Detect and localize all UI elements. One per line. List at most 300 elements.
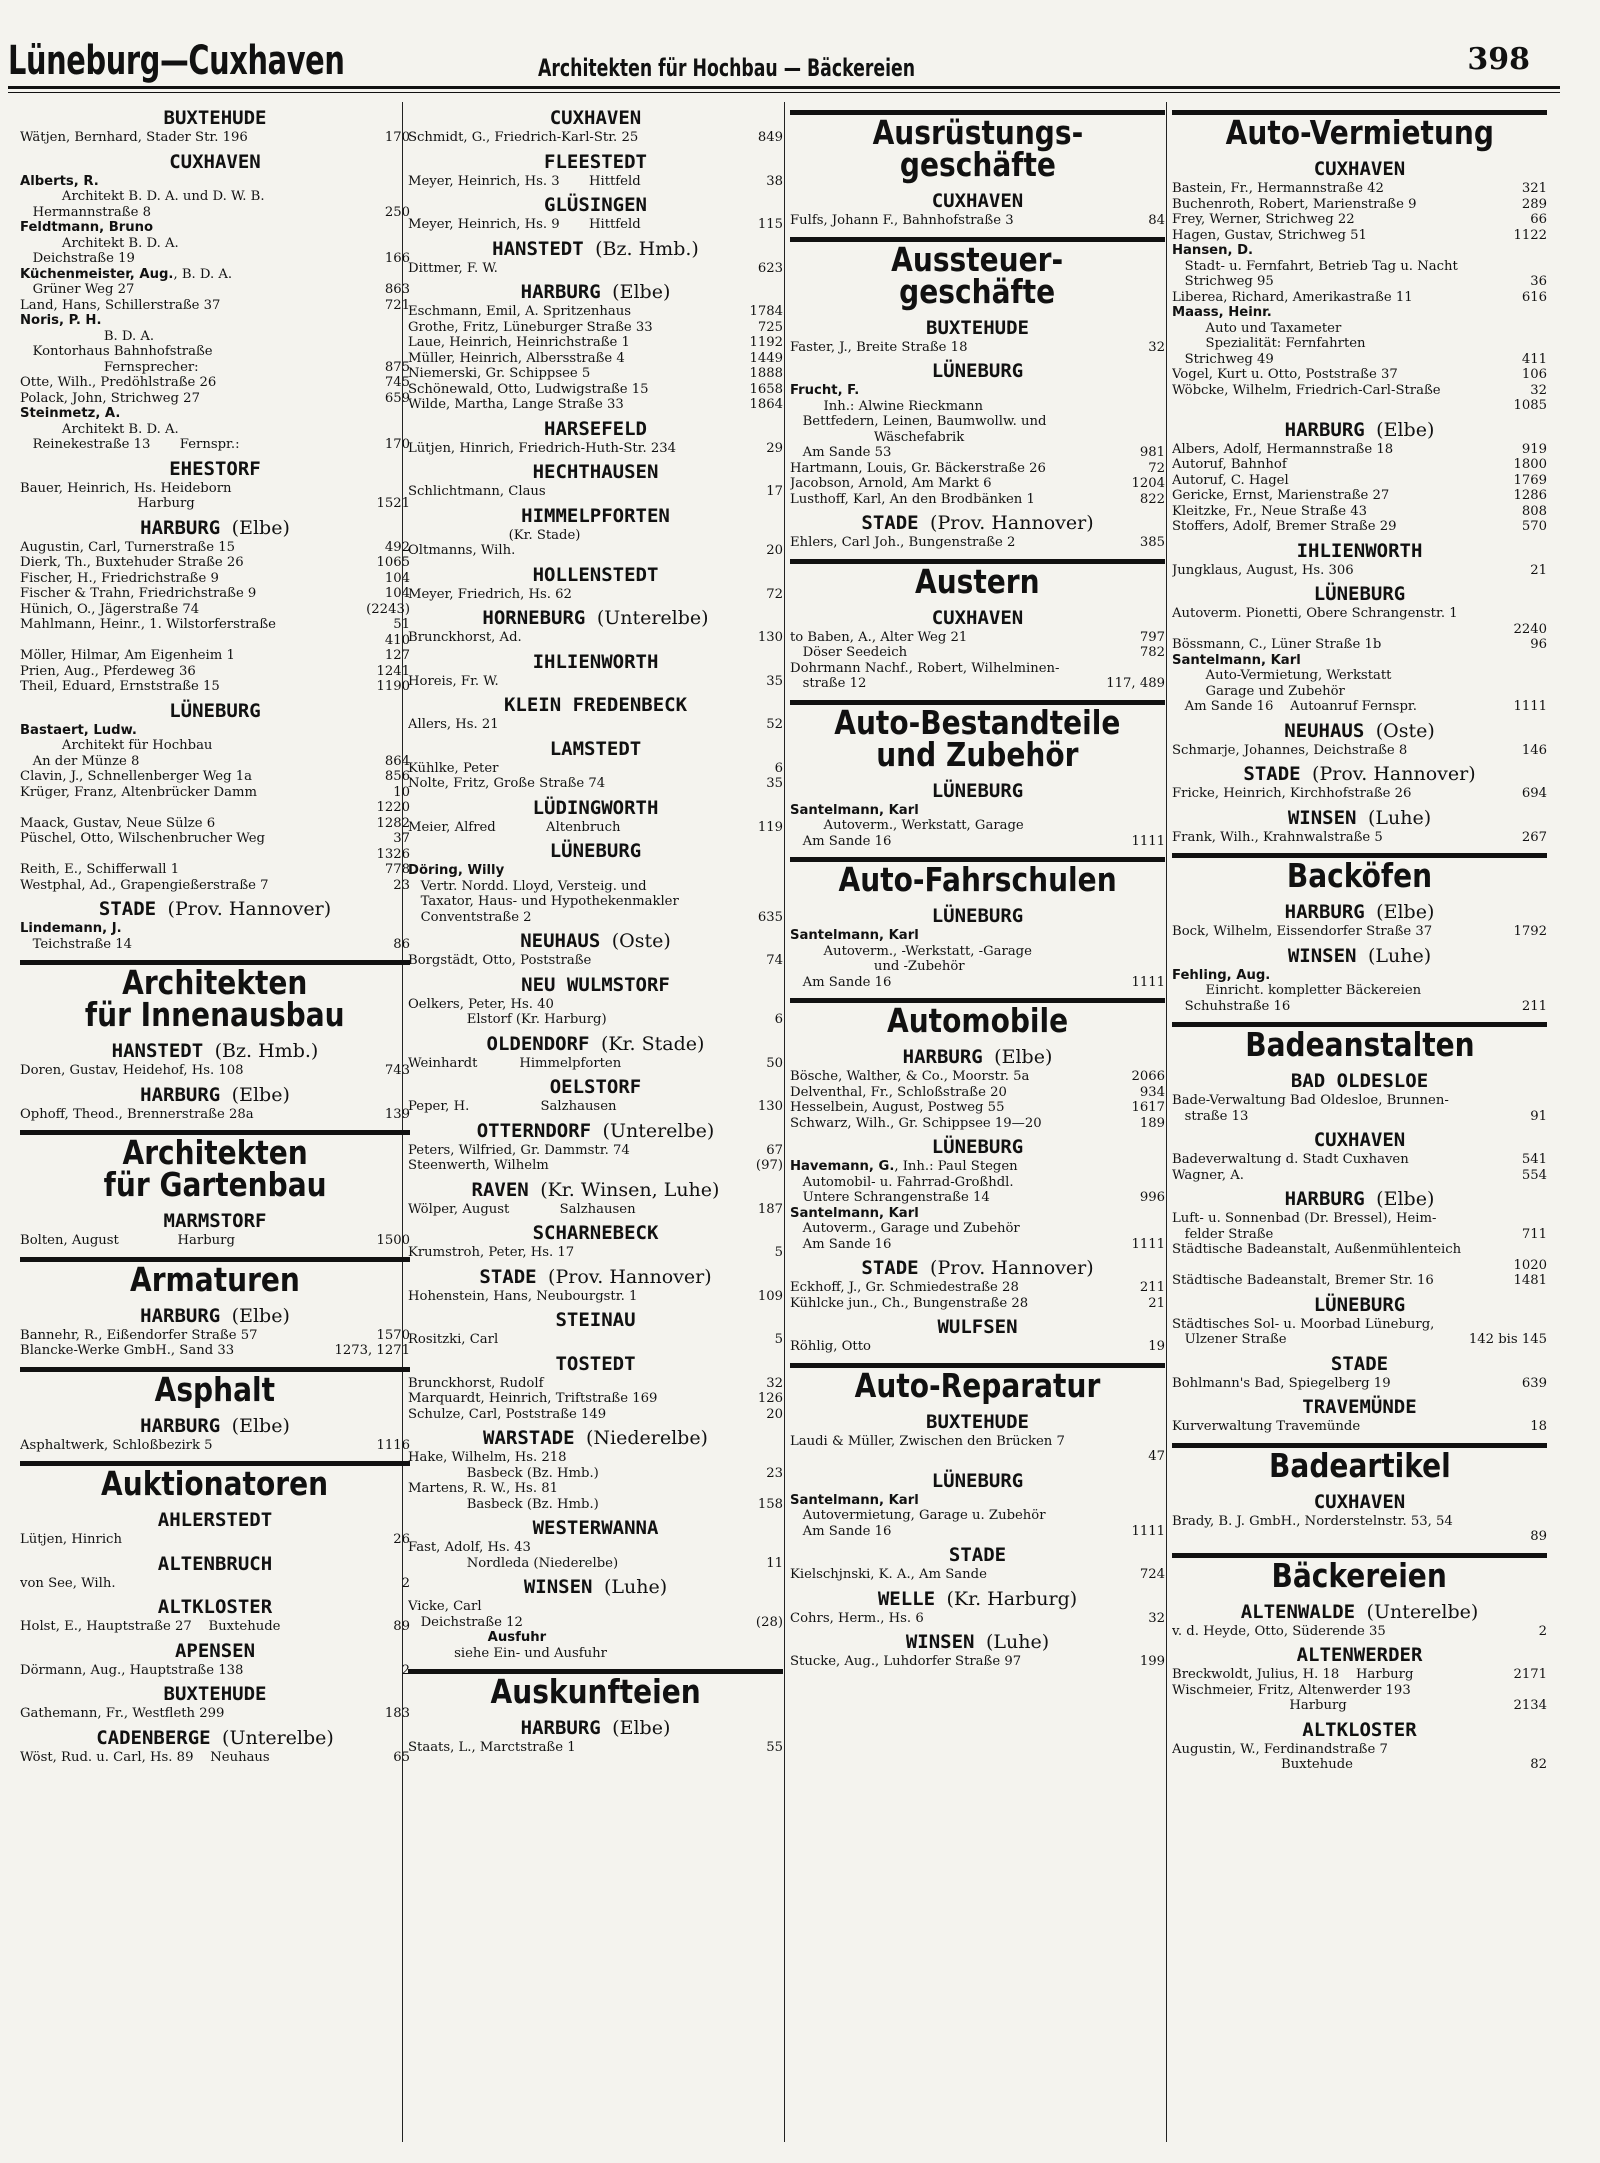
listing-text: Müller, Heinrich, Albersstraße 4 — [408, 350, 625, 366]
town-name: WINSEN — [523, 1576, 593, 1598]
listing-text: Inh.: Alwine Rieckmann — [790, 398, 983, 414]
listing-entry — [20, 754, 410, 770]
listing-text: Reith, E., Schifferwall 1 — [20, 862, 180, 877]
category-title — [85, 963, 345, 1034]
listing-text: Wilde, Martha, Lange Straße 33 — [408, 397, 624, 412]
town-heading — [790, 1588, 1165, 1610]
listing-text: Eschmann, Emil, A. Spritzenhaus — [408, 304, 632, 319]
phone-number: 2066 — [1131, 1069, 1165, 1084]
phone-number: 492 — [384, 539, 410, 555]
town-region: (Unterelbe) — [222, 1726, 334, 1749]
category-title — [915, 561, 1040, 601]
town-heading — [1172, 1644, 1547, 1666]
listing-text: Alberts, R. — [20, 173, 99, 189]
column-2 — [408, 102, 783, 2142]
listing-entry — [790, 445, 1165, 461]
town-heading — [1172, 583, 1547, 605]
listing-text: Bösche, Walther, & Co., Moorstr. 5a — [790, 1069, 1030, 1084]
listing-entry — [20, 391, 410, 407]
listing-text: Oelkers, Peter, Hs. 40 — [408, 996, 554, 1012]
listing-entry — [790, 492, 1165, 508]
listing-text: Harburg — [20, 496, 195, 511]
listing-text: Städtisches Sol- u. Moorbad Lüneburg, — [1172, 1316, 1435, 1332]
listing-text: Brunckhorst, Rudolf — [408, 1375, 544, 1391]
town-region: (Prov. Hannover) — [1312, 763, 1476, 785]
town-heading — [20, 458, 410, 480]
phone-number: 934 — [1139, 1084, 1165, 1100]
town-name: HANSTEDT — [111, 1040, 204, 1062]
listing-text: Allers, Hs. 21 — [408, 717, 499, 732]
listing-entry — [1172, 1742, 1547, 1758]
town-name: ALTKLOSTER — [157, 1596, 273, 1618]
phone-number: 117, 489 — [1106, 676, 1165, 691]
header-rule-thin — [8, 92, 1560, 93]
listing-entry — [1172, 1667, 1547, 1683]
phone-number: 1521 — [376, 496, 410, 511]
phone-number: 6 — [774, 760, 783, 776]
listing-entry — [20, 602, 410, 618]
listing-text: Nordleda (Niederelbe) — [408, 1555, 619, 1571]
phone-number: 1111 — [1131, 1523, 1165, 1539]
phone-number: 385 — [1139, 535, 1165, 550]
town-heading — [790, 905, 1165, 927]
listing-entry — [1172, 1168, 1547, 1184]
listing-entry — [1172, 212, 1547, 228]
listing-text: Fischer, H., Friedrichstraße 9 — [20, 570, 219, 586]
listing-text: Küchenmeister, Aug., B. D. A. — [20, 266, 233, 282]
listing-entry — [1172, 352, 1547, 368]
category-heading — [1172, 110, 1547, 153]
category-heading — [790, 998, 1165, 1041]
listing-text: Marquardt, Heinrich, Triftstraße 169 — [408, 1391, 658, 1406]
category-title-line: Badeanstalten — [1244, 1025, 1475, 1064]
phone-number: 1500 — [376, 1233, 410, 1248]
listing-text: to Baben, A., Alter Weg 21 — [790, 629, 968, 645]
phone-number: 267 — [1521, 829, 1547, 845]
phone-number: 189 — [1139, 1115, 1165, 1131]
town-region: (Prov. Hannover) — [930, 512, 1094, 534]
listing-entry — [790, 630, 1165, 646]
listing-entry — [408, 1245, 783, 1261]
town-name: OELSTORF — [549, 1076, 642, 1098]
listing-entry — [1172, 1152, 1547, 1168]
listing-text: Fischer & Trahn, Friedrichstraße 9 — [20, 586, 257, 601]
listing-entry — [1172, 1419, 1547, 1435]
town-heading — [1172, 807, 1547, 829]
listing-text: Conventstraße 2 — [408, 909, 532, 925]
listing-entry — [1172, 622, 1547, 638]
phone-number: 35 — [766, 673, 783, 689]
phone-number: 50 — [766, 1055, 783, 1071]
town-name: LÜNEBURG — [1313, 1293, 1406, 1316]
listing-text: Santelmann, Karl — [790, 928, 919, 943]
listing-text: Autoruf, C. Hagel — [1172, 472, 1289, 488]
town-heading — [408, 1120, 783, 1142]
listing-entry — [790, 213, 1165, 229]
listing-text: Frucht, F. — [790, 383, 860, 398]
listing-entry — [1172, 1332, 1547, 1348]
listing-text: Luft- u. Sonnenbad (Dr. Bressel), Heim- — [1172, 1211, 1437, 1226]
town-name: HARBURG — [1284, 901, 1365, 923]
listing-text: Architekt B. D. A. — [20, 421, 179, 437]
listing-text: Architekt B. D. A. — [20, 235, 179, 251]
town-name: HARBURG — [140, 516, 221, 539]
listing-entry — [790, 676, 1165, 692]
listing-text: Einricht. kompletter Bäckereien — [1172, 983, 1422, 998]
town-heading — [790, 607, 1165, 629]
phone-number: (28) — [755, 1614, 783, 1630]
category-title-line: Auto-Vermietung — [1225, 113, 1494, 152]
listing-entry — [1172, 653, 1547, 669]
listing-entry — [408, 1289, 783, 1305]
phone-number: 6 — [774, 1012, 783, 1027]
listing-text: Harburg — [1172, 1698, 1347, 1713]
listing-text: Ausfuhr — [487, 1630, 547, 1645]
category-title-line: Armaturen — [130, 1259, 300, 1299]
category-title-line: Auktionatoren — [101, 1464, 329, 1503]
phone-number: 321 — [1521, 181, 1547, 196]
phone-number: 1111 — [1513, 699, 1547, 714]
category-heading — [790, 857, 1165, 900]
listing-entry — [1172, 968, 1547, 984]
listing-text: Delventhal, Fr., Schloßstraße 20 — [790, 1084, 1007, 1100]
listing-text: Bock, Wilhelm, Eissendorfer Straße 37 — [1172, 924, 1433, 939]
town-heading — [1172, 901, 1547, 923]
town-heading — [20, 1727, 410, 1749]
phone-number: 782 — [1139, 645, 1165, 660]
phone-number: 1449 — [749, 350, 783, 366]
listing-text: Meier, Alfred Altenbruch — [408, 819, 621, 835]
town-heading — [790, 1257, 1165, 1279]
phone-number: 1769 — [1513, 472, 1547, 488]
town-heading — [790, 1470, 1165, 1492]
category-title — [154, 1369, 276, 1409]
town-region: (Unterelbe) — [602, 1119, 715, 1142]
listing-text: An der Münze 8 — [20, 753, 140, 769]
listing-entry — [1172, 563, 1547, 579]
listing-entry — [408, 543, 783, 559]
category-title — [1268, 1445, 1451, 1485]
listing-entry — [790, 1069, 1165, 1085]
listing-entry — [408, 587, 783, 603]
listing-entry — [790, 461, 1165, 477]
category-title — [103, 1133, 327, 1204]
town-heading — [790, 1411, 1165, 1433]
town-heading — [20, 1683, 410, 1705]
listing-text: Rositzki, Carl — [408, 1332, 499, 1347]
listing-text: Kühlke, Peter — [408, 760, 499, 776]
listing-entry — [20, 267, 410, 283]
town-name: RAVEN — [471, 1178, 529, 1201]
column-1 — [20, 102, 410, 2142]
listing-entry — [20, 555, 410, 571]
listing-text: Feldtmann, Bruno — [20, 220, 154, 235]
listing-text: Doren, Gustav, Heidehof, Hs. 108 — [20, 1063, 244, 1078]
listing-text: Dittmer, F. W. — [408, 260, 498, 276]
listing-text: Fricke, Heinrich, Kirchhofstraße 26 — [1172, 786, 1412, 801]
listing-entry — [408, 1630, 783, 1646]
phone-number: 5 — [774, 1332, 783, 1347]
phone-number: 1204 — [1131, 476, 1165, 491]
listing-entry — [1172, 743, 1547, 759]
listing-text: Lindemann, J. — [20, 921, 122, 936]
category-title — [101, 1464, 329, 1503]
town-region: (Elbe) — [231, 1414, 290, 1437]
town-region: (Elbe) — [231, 1083, 290, 1106]
listing-text: Bastein, Fr., Hermannstraße 42 — [1172, 181, 1384, 196]
listing-entry — [408, 1481, 783, 1497]
listing-entry — [408, 910, 783, 926]
listing-entry — [20, 1328, 410, 1344]
town-heading — [1172, 1601, 1547, 1623]
category-title — [1286, 856, 1433, 895]
town-heading — [408, 1222, 783, 1244]
listing-entry — [790, 661, 1165, 677]
phone-number: 724 — [1139, 1567, 1165, 1582]
listing-entry — [20, 586, 410, 602]
listing-text: Schlichtmann, Claus — [408, 484, 546, 499]
phone-number: 21 — [1148, 1295, 1165, 1311]
listing-entry — [20, 633, 410, 649]
category-heading — [790, 559, 1165, 602]
town-name: CUXHAVEN — [1313, 1490, 1406, 1513]
listing-text: Grothe, Fritz, Lüneburger Straße 33 — [408, 319, 653, 335]
phone-number: 1658 — [749, 381, 783, 397]
phone-number: 183 — [384, 1706, 410, 1721]
listing-entry — [790, 1296, 1165, 1312]
town-name: CUXHAVEN — [1313, 1129, 1406, 1151]
phone-number: 616 — [1521, 289, 1547, 305]
town-name: IHLIENWORTH — [1296, 539, 1423, 562]
listing-text: Asphaltwerk, Schloßbezirk 5 — [20, 1437, 213, 1453]
listing-text: Brady, B. J. GmbH., Norderstelnstr. 53, 54 — [1172, 1513, 1453, 1529]
town-heading — [408, 651, 783, 673]
listing-entry — [20, 738, 410, 754]
listing-text: Schulze, Carl, Poststraße 149 — [408, 1406, 607, 1422]
listing-entry — [20, 189, 410, 205]
listing-entry — [790, 1221, 1165, 1237]
listing-entry — [20, 816, 410, 832]
town-heading — [1172, 1070, 1547, 1092]
listing-text: Dörmann, Aug., Hauptstraße 138 — [20, 1662, 244, 1678]
listing-text: Laudi & Müller, Zwischen den Brücken 7 — [790, 1433, 1065, 1449]
phone-number: 20 — [766, 1406, 783, 1422]
listing-text: Schwarz, Wilh., Gr. Schippsee 19—20 — [790, 1115, 1042, 1131]
town-name: WESTERWANNA — [532, 1517, 659, 1539]
listing-entry — [20, 130, 410, 146]
town-region: (Prov. Hannover) — [930, 1257, 1094, 1279]
listing-entry — [790, 645, 1165, 661]
listing-entry — [1172, 830, 1547, 846]
phone-number: 74 — [766, 953, 783, 968]
town-heading — [408, 1266, 783, 1288]
phone-number: 554 — [1521, 1167, 1547, 1183]
listing-text: Bannehr, R., Eißendorfer Straße 57 — [20, 1327, 258, 1343]
listing-text: Hake, Wilhelm, Hs. 218 — [408, 1450, 567, 1465]
town-heading — [1172, 419, 1547, 441]
phone-number: 745 — [384, 375, 410, 390]
town-region: (Luhe) — [1367, 806, 1432, 829]
listing-entry — [790, 975, 1165, 991]
category-title-line: und Zubehör — [876, 734, 1079, 774]
listing-text: Hagen, Gustav, Strichweg 51 — [1172, 227, 1367, 243]
listing-entry — [408, 1740, 783, 1756]
town-name: LÜNEBURG — [931, 779, 1024, 802]
phone-number: 23 — [393, 877, 410, 893]
listing-entry — [20, 313, 410, 329]
phone-number: 146 — [1521, 742, 1547, 758]
listing-entry — [790, 1159, 1165, 1175]
category-title — [891, 239, 1064, 311]
town-heading — [1172, 540, 1547, 562]
town-heading — [790, 190, 1165, 212]
listing-text: Santelmann, Karl — [790, 1205, 919, 1221]
listing-entry — [20, 422, 410, 438]
town-heading — [20, 1084, 410, 1106]
phone-number: 130 — [757, 1099, 783, 1114]
listing-text: Am Sande 16 — [790, 1236, 892, 1252]
town-heading — [408, 694, 783, 716]
listing-text: Schönewald, Otto, Ludwigstraße 15 — [408, 381, 649, 397]
listing-entry — [20, 1576, 410, 1592]
phone-number: 1273, 1271 — [334, 1343, 410, 1358]
listing-text: Kontorhaus Bahnhofstraße — [20, 344, 213, 359]
town-name: TRAVEMÜNDE — [1302, 1396, 1417, 1418]
town-name: LÜDINGWORTH — [532, 796, 659, 819]
listing-text: Eckhoff, J., Gr. Schmiedestraße 28 — [790, 1280, 1019, 1295]
listing-entry — [790, 383, 1165, 399]
listing-text: Steinmetz, A. — [20, 406, 121, 421]
listing-entry — [1172, 1093, 1547, 1109]
category-title — [872, 113, 1083, 184]
listing-entry — [1172, 197, 1547, 213]
listing-text: Noris, P. H. — [20, 313, 102, 328]
listing-entry — [408, 217, 783, 233]
phone-number: 694 — [1521, 786, 1547, 801]
listing-entry — [20, 406, 410, 422]
phone-number: 1220 — [376, 800, 410, 815]
listing-entry — [408, 1202, 783, 1218]
phone-number: 1111 — [1131, 1236, 1165, 1252]
phone-number: 55 — [766, 1740, 783, 1755]
listing-text: Hansen, D. — [1172, 243, 1254, 258]
town-region: (Bz. Hmb.) — [214, 1040, 319, 1062]
listing-text: Weinhardt Himmelpforten — [408, 1055, 622, 1071]
town-name: SCHARNEBECK — [532, 1222, 659, 1244]
phone-number: 822 — [1139, 491, 1165, 507]
category-title-line: Backöfen — [1286, 856, 1433, 895]
town-name: LÜNEBURG — [1313, 583, 1406, 605]
phone-number: 199 — [1139, 1654, 1165, 1669]
listing-entry — [1172, 181, 1547, 197]
listing-entry — [1172, 321, 1547, 337]
listing-text: Am Sande 16 — [790, 1523, 892, 1539]
phone-number: 2 — [1538, 1623, 1547, 1639]
listing-entry — [20, 847, 410, 863]
phone-number: 1481 — [1513, 1273, 1547, 1288]
phone-number: 17 — [766, 484, 783, 499]
category-heading — [1172, 1553, 1547, 1596]
listing-text: Santelmann, Karl — [1172, 652, 1301, 668]
listing-entry — [1172, 243, 1547, 259]
listing-text: Bastaert, Ludw. — [20, 722, 137, 738]
phone-number: 1241 — [376, 663, 410, 679]
town-name: HARBURG — [140, 1083, 221, 1106]
listing-entry — [1172, 1376, 1547, 1392]
town-name: ALTENWALDE — [1240, 1600, 1356, 1623]
category-title-line: Austern — [915, 561, 1040, 601]
phone-number: 1085 — [1513, 398, 1547, 413]
town-region: (Prov. Hannover) — [548, 1265, 712, 1288]
town-heading — [1172, 763, 1547, 785]
phone-number: 32 — [1148, 1610, 1165, 1626]
listing-entry — [1172, 699, 1547, 715]
town-heading — [790, 780, 1165, 802]
listing-entry — [1172, 259, 1547, 275]
phone-number: 2 — [401, 1662, 410, 1678]
listing-text: Clavin, J., Schnellenberger Weg 1a — [20, 769, 252, 784]
phone-number: 104 — [384, 586, 410, 601]
phone-number: 864 — [384, 753, 410, 769]
listing-text: Autovermietung, Garage u. Zubehör — [790, 1508, 1046, 1523]
listing-entry — [1172, 1109, 1547, 1125]
listing-text: Architekt B. D. A. und D. W. B. — [20, 189, 265, 204]
town-name: ALTENBRUCH — [157, 1552, 273, 1575]
listing-text: Dierk, Th., Buxtehuder Straße 26 — [20, 555, 244, 570]
listing-entry — [20, 617, 410, 633]
listing-entry — [1172, 274, 1547, 290]
listing-entry — [408, 366, 783, 382]
town-region: (Kr. Winsen, Luhe) — [540, 1178, 720, 1201]
category-title-line: Architekten — [122, 1133, 308, 1172]
phone-number: 1282 — [376, 815, 410, 831]
town-name: TOSTEDT — [555, 1352, 636, 1375]
listing-text: Am Sande 16 — [790, 974, 892, 990]
listing-text: Architekt für Hochbau — [20, 738, 213, 753]
listing-entry — [790, 535, 1165, 551]
listing-text: Maass, Heinr. — [1172, 305, 1272, 320]
listing-entry — [20, 937, 410, 953]
listing-text: Peper, H. Salzhausen — [408, 1099, 617, 1114]
listing-text: von See, Wilh. — [20, 1575, 116, 1591]
listing-entry — [20, 1233, 410, 1249]
listing-text: Prien, Aug., Pferdeweg 36 — [20, 663, 196, 679]
category-title — [490, 1672, 701, 1711]
phone-number: 32 — [1148, 339, 1165, 355]
listing-entry — [1172, 1242, 1547, 1258]
phone-number: 119 — [757, 819, 783, 835]
column-divider — [784, 102, 785, 2142]
phone-number: 981 — [1139, 445, 1165, 460]
listing-entry — [408, 997, 783, 1013]
listing-text: Horeis, Fr. W. — [408, 673, 499, 689]
listing-entry — [408, 351, 783, 367]
listing-entry — [408, 528, 783, 544]
phone-number: 21 — [1530, 562, 1547, 578]
listing-text: Kleitzke, Fr., Neue Straße 43 — [1172, 503, 1368, 519]
listing-entry — [20, 571, 410, 587]
category-title-line: Asphalt — [154, 1369, 276, 1409]
category-heading — [20, 1461, 410, 1504]
town-name: ALTKLOSTER — [1302, 1718, 1417, 1741]
header-rule — [8, 86, 1560, 89]
town-name: HECHTHAUSEN — [532, 461, 659, 483]
phone-number: 19 — [1148, 1339, 1165, 1354]
phone-number: 158 — [757, 1496, 783, 1512]
town-name: MARMSTORF — [163, 1210, 267, 1232]
category-title — [1244, 1025, 1475, 1064]
listing-entry — [1172, 488, 1547, 504]
